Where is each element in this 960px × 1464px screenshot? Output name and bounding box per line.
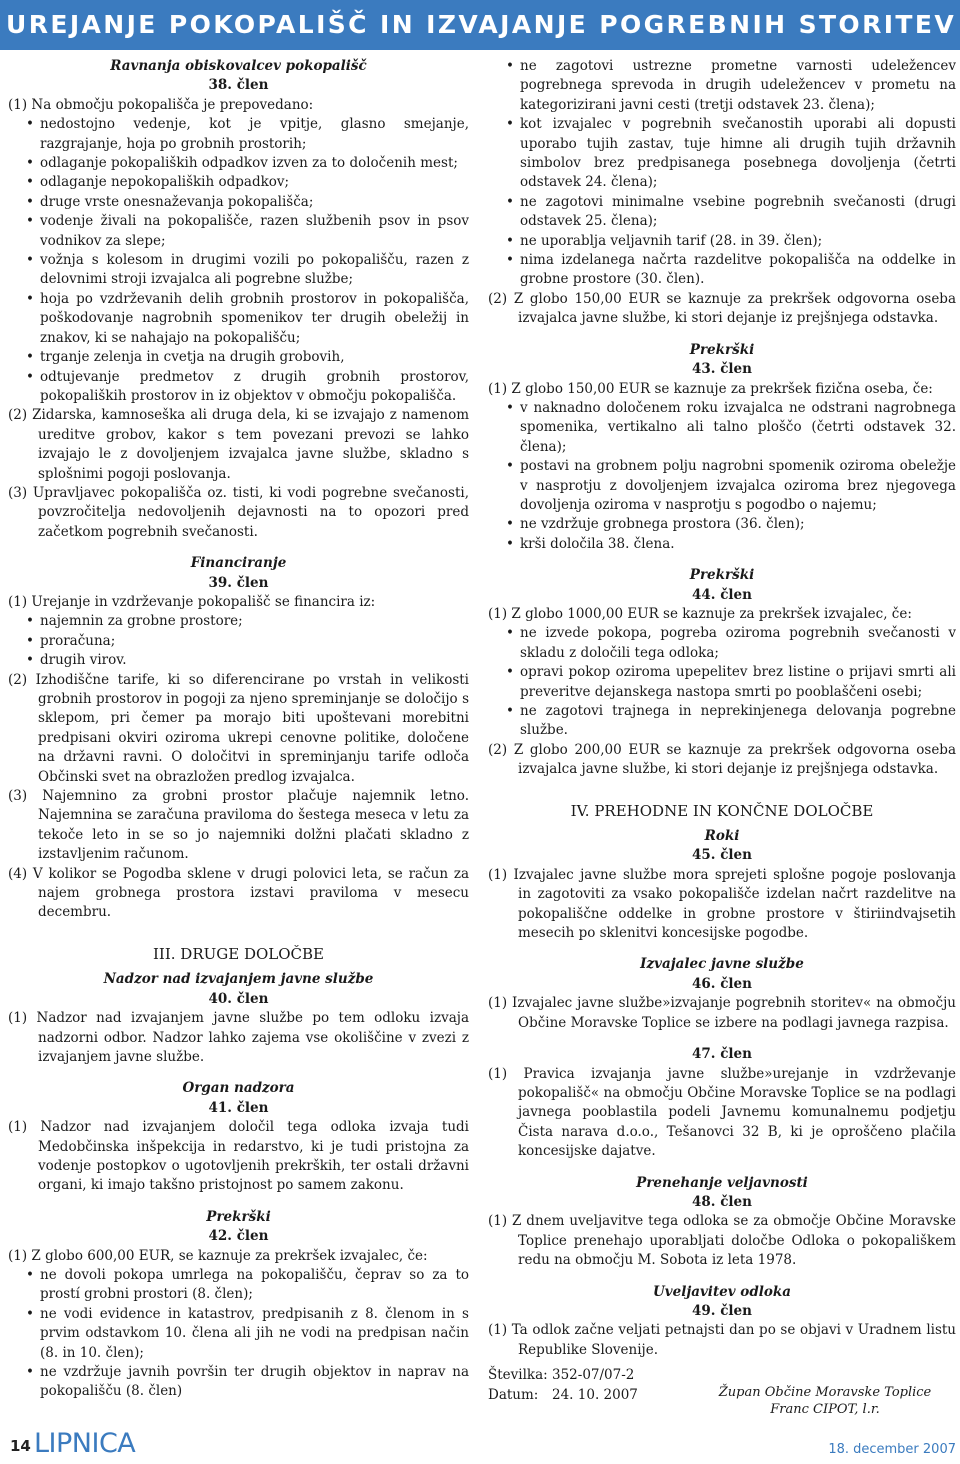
paragraph: (1) Izvajalec javne službe mora sprejeti splošne pogoje poslovanja in zagotoviti za vsako pokopališče izdelan načrt razdelitve na pokopališčne oddelke in grobne prostore v štiriindvajsetih mesecih po sklenitvi koncesijske pogodbe.: [488, 866, 956, 942]
reference-number-value: 352-07/07-2: [552, 1367, 635, 1384]
article-number: 43. člen: [692, 361, 752, 378]
list-item: • ne vodi evidence in katastrov, predpisanih z 8. členom in s prvim odstavkom 10. člena ali jih ne vodi na predpisan način (8. in 10. člen);: [8, 1305, 469, 1363]
paragraph: (1) Z globo 150,00 EUR se kaznuje za prekršek fizična oseba, če:: [488, 380, 933, 397]
reference-date-value: 24. 10. 2007: [552, 1386, 638, 1403]
list-item: • ne zagotovi minimalne vsebine pogrebnih svečanosti (drugi odstavek 25. člena);: [488, 193, 956, 232]
reference-date-label: Datum:: [488, 1386, 539, 1403]
list-item: • odlaganje nepokopaliških odpadkov;: [8, 173, 469, 192]
list-item: • ne zagotovi trajnega in neprekinjenega delovanja pogrebne službe.: [488, 702, 956, 741]
paragraph: (1) Izvajalec javne službe»izvajanje pogrebnih storitev« na območju Občine Moravske Toplice se izbere na podlagi javnega razpisa.: [488, 995, 956, 1031]
list-item: • v naknadno določenem roku izvajalca ne odstrani nagrobnega spomenika, vertikalno ali talno ploščo (četrti odstavek 32. člena);: [488, 399, 956, 457]
list-item: • ne uporablja veljavnih tarif (28. in 39. člen);: [488, 232, 956, 251]
article-subtitle: Roki: [704, 828, 740, 845]
header-title: UREJANJE POKOPALIŠČ IN IZVAJANJE POGREBNIH STORITEV: [6, 10, 957, 39]
article-subtitle: Ravnanja obiskovalcev pokopališč: [110, 58, 367, 74]
paragraph: (3) Upravljavec pokopališča oz. tisti, ki vodi pogrebne svečanosti, povzročitelja nedovoljenih dejavnosti na to opozori pred začetkom pogrebnih svečanosti.: [8, 484, 469, 540]
list-item: • ne vzdržuje grobnega prostora (36. člen);: [488, 515, 956, 534]
list-item: • odtujevanje predmetov z drugih grobnih prostorov, pokopaliških prostorov in iz objektov v območju pokopališča.: [8, 368, 469, 407]
paragraph: (2) Z globo 200,00 EUR se kaznuje za prekršek odgovorna oseba izvajalca javne službe, ki stori dejanje iz prejšnjega odstavka.: [488, 741, 956, 778]
list-item: • druge vrste onesnaževanja pokopališča;: [8, 193, 469, 212]
article-number: 41. člen: [208, 1099, 269, 1116]
chapter-heading: IV. PREHODNE IN KONČNE DOLOČBE: [570, 801, 874, 820]
mayor-name: Franc CIPOT, l.r.: [770, 1402, 880, 1417]
list-item: • vožnja s kolesom in drugimi vozili po pokopališču, razen z delovnimi stroji izvajalca ali pogrebne službe;: [8, 251, 469, 290]
article-number: 46. člen: [692, 975, 752, 992]
paragraph: (3) Najemnino za grobni prostor plačuje najemnik letno. Najemnina se zaračuna praviloma do šestega meseca v letu za tekoče leto in se so jo najemniki dolžni plačati skladno z izstavljenim računom.: [8, 788, 469, 863]
paragraph: (1) Z globo 600,00 EUR, se kaznuje za prekršek izvajalec, če:: [8, 1247, 428, 1264]
paragraph: (2) Izhodiščne tarife, ki so diferencirane po vrstah in velikosti grobnih prostorov in pogoji za njeno spreminjanje se določijo s sklepom, pri čemer pa morajo biti upoštevani morebitni predpisani okviri oziroma ukrepi cenovne politike, določene na državni ravni. O določitvi in spreminjanju tarife odloča Občinski svet na obrazložen predlog izvajalca.: [8, 671, 469, 785]
list-item: • kot izvajalec v pogrebnih svečanostih uporabi ali dopusti uporabo tujih zastav, tuje himne ali drugih tujih državnih simbolov brez predpisanega posebnega dovoljenja (četrti odstavek 24. člena);: [488, 115, 956, 193]
article-subtitle: Uveljavitev odloka: [653, 1283, 791, 1300]
paragraph: (1) Urejanje in vzdrževanje pokopališč se financira iz:: [8, 593, 376, 610]
article-subtitle: Prekrški: [689, 567, 755, 584]
article-subtitle: Prekrški: [689, 341, 755, 358]
article-subtitle: Prekrški: [206, 1208, 271, 1225]
list-item: • odlaganje pokopaliških odpadkov izven za to določenih mest;: [8, 154, 469, 173]
reference-number-row: [488, 1366, 956, 1385]
right-column: [488, 57, 956, 1405]
list-item: • najemnin za grobne prostore;: [8, 612, 469, 631]
list-item: • nedostojno vedenje, kot je vpitje, glasno smejanje, razgrajanje, hoja po grobnih prostorih;: [8, 115, 469, 154]
paragraph: (2) Z globo 150,00 EUR se kaznuje za prekršek odgovorna oseba izvajalca javne službe, ki stori dejanje iz prejšnjega odstavka.: [488, 290, 956, 327]
paragraph: (1) Z dnem uveljavitve tega odloka se za območje Občine Moravske Toplice prenehajo uporabljati določbe Odloka o pokopališkem redu na območju M. Sobota iz leta 1978.: [488, 1213, 956, 1269]
paragraph: (1) Nadzor nad izvajanjem javne službe po tem odloku izvaja nadzorni odbor. Nadzor lahko zajema vse okoliščine v zvezi z izvajanjem javne službe.: [8, 1010, 469, 1065]
article-subtitle: Financiranje: [190, 555, 287, 572]
reference-number-label: Številka:: [488, 1367, 548, 1384]
article-subtitle: Organ nadzora: [182, 1080, 295, 1097]
page-number: 14: [10, 1437, 31, 1455]
paragraph: (1) Pravica izvajanja javne službe»urejanje in vzdrževanje pokopališč« na območju Občine Moravske Toplice se na podlagi javnega pooblastila podeli Javnemu komunalnemu podjetju Čista narava d.o.o., Tešanovci 32 B, ki je oproščeno plačila koncesijske dajatve.: [488, 1065, 956, 1160]
article-number: 42. člen: [208, 1228, 269, 1245]
paragraph: (1) Ta odlok začne veljati petnajsti dan po se objavi v Uradnem listu Republike Slovenije.: [488, 1322, 956, 1358]
paragraph: (2) Zidarska, kamnoseška ali druga dela, ki se izvajajo z namenom ureditve grobov, kakor s tem povezani prevozi se lahko izvajajo le z dovoljenjem izvajalca javne službe, skladno s splošnimi pogoji poslovanja.: [8, 407, 469, 482]
list-item: • proračuna;: [8, 632, 469, 651]
article-subtitle: Izvajalec javne službe: [640, 956, 804, 973]
publication-logo: LIPNICA: [34, 1428, 136, 1459]
list-item: • ne vzdržuje javnih površin ter drugih objektov in naprav na pokopališču (8. člen): [8, 1363, 469, 1402]
list-item: • drugih virov.: [8, 651, 469, 670]
article-number: 40. člen: [208, 990, 269, 1007]
article-subtitle: Prenehanje veljavnosti: [636, 1174, 808, 1191]
paragraph: (1) Na območju pokopališča je prepovedano:: [8, 96, 314, 113]
article-number: 44. člen: [692, 586, 752, 603]
list-item: • krši določila 38. člena.: [488, 535, 956, 554]
list-item: • vodenje živali na pokopališče, razen službenih psov in psov vodnikov za slepe;: [8, 212, 469, 251]
list-item: • ne dovoli pokopa umrlega na pokopališču, čeprav so za to prostí grobni prostori (8. člen);: [8, 1266, 469, 1305]
chapter-heading: III. DRUGE DOLOČBE: [152, 944, 324, 963]
mayor-title: Župan Občine Moravske Toplice: [718, 1385, 932, 1400]
article-number: 48. člen: [692, 1193, 752, 1210]
article-number: 49. člen: [692, 1302, 752, 1319]
mayor-signature: [700, 1384, 950, 1418]
paragraph: (1) Z globo 1000,00 EUR se kaznuje za prekršek izvajalec, če:: [488, 605, 912, 622]
left-column: [8, 57, 469, 1402]
list-item: • trganje zelenja in cvetja na drugih grobovih,: [8, 348, 469, 367]
paragraph: (4) V kolikor se Pogodba sklene v drugi polovici leta, se račun za najem grobnega prostora izstavi praviloma v mesecu decembru.: [8, 865, 469, 921]
list-item: • ne izvede pokopa, pogreba oziroma pogrebnih svečanosti v skladu z določili tega odloka;: [488, 624, 956, 663]
article-number: 47. člen: [692, 1046, 752, 1063]
list-item: • nima izdelanega načrta razdelitve pokopališča na oddelke in grobne prostore (30. člen).: [488, 251, 956, 290]
list-item: • ne zagotovi ustrezne prometne varnosti udeležencev pogrebnega sprevoda in drugih udeležencev v prometu na kategorizirani javni cesti (tretji odstavek 23. člena);: [488, 57, 956, 115]
article-number: 38. člen: [208, 77, 269, 94]
article-number: 45. člen: [692, 847, 752, 864]
article-subtitle: Nadzor nad izvajanjem javne službe: [103, 971, 374, 988]
list-item: • hoja po vzdrževanih delih grobnih prostorov in pokopališča, poškodovanje nagrobnih spomenikov ter drugih obeležij in znakov, ki se nahajajo na pokopališču;: [8, 290, 469, 348]
issue-date: 18. december 2007: [828, 1442, 956, 1457]
paragraph: (1) Nadzor nad izvajanjem določil tega odloka izvaja tudi Medobčinska inšpekcija in redarstvo, ki je tudi pristojna za vodenje postopkov o ugotovljenih prekrških, ter ostali državni organi, ki imajo takšno pristojnost po samem zakonu.: [8, 1119, 469, 1194]
list-item: • opravi pokop oziroma upepelitev brez listine o prijavi smrti ali preveritve dejanskega nastopa smrti po pooblaščeni osebi;: [488, 663, 956, 702]
list-item: • postavi na grobnem polju nagrobni spomenik oziroma obeležje v nasprotju z dovoljenjem izvajalca oziroma brez njegovega dovoljenja oziroma v nasprotju s pogodbo o najemu;: [488, 457, 956, 515]
page-header: [0, 0, 960, 50]
article-number: 39. člen: [208, 574, 269, 591]
